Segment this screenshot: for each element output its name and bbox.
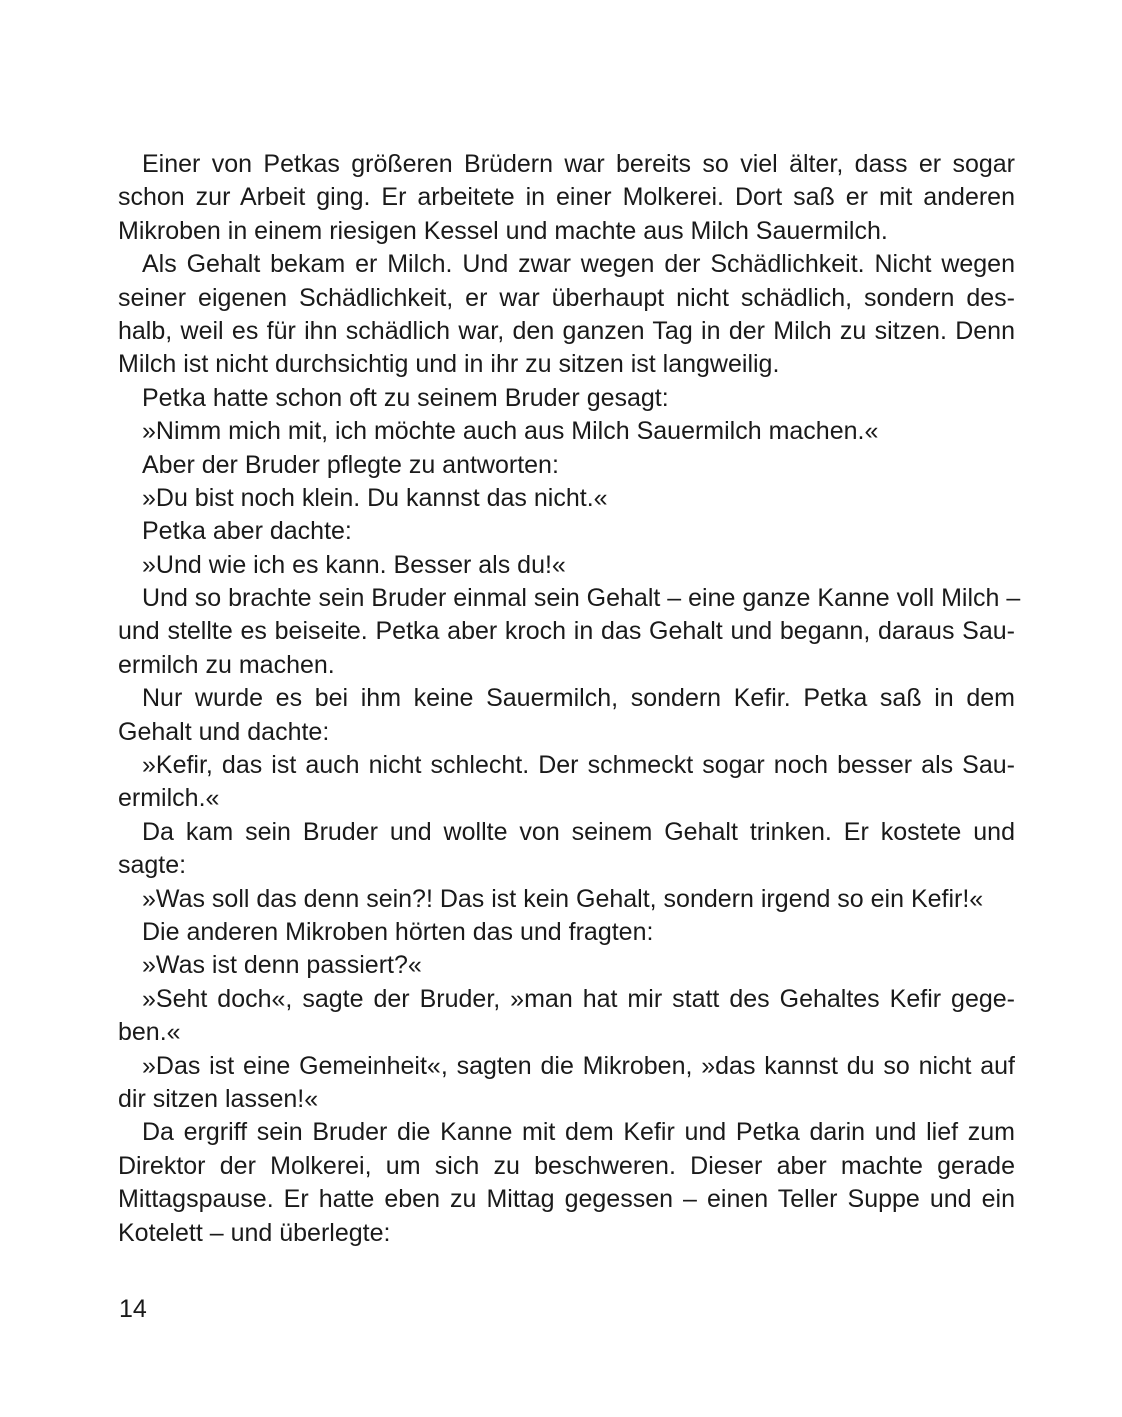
text-line: Milch ist nicht durchsichtig und in ihr zu sitzen ist langweilig. (118, 350, 780, 379)
text-line: Da kam sein Bruder und wollte von seinem Gehalt trinken. Er kostete und (142, 817, 1015, 846)
text-line: Kotelett – und überlegte: (118, 1218, 391, 1247)
text-line: »Seht doch«, sagte der Bruder, »man hat mir statt des Gehaltes Kefir gege- (142, 984, 1015, 1013)
text-line: Gehalt und dachte: (118, 717, 330, 746)
text-line: Einer von Petkas größeren Brüdern war bereits so viel älter, dass er sogar (142, 150, 1015, 178)
text-line: Direktor der Molkerei, um sich zu beschweren. Dieser aber machte gerade (118, 1151, 1015, 1180)
text-line: Mikroben in einem riesigen Kessel und machte aus Milch Sauermilch. (118, 216, 888, 245)
text-line: »Was ist denn passiert?« (142, 951, 422, 980)
text-line: Aber der Bruder pflegte zu antworten: (142, 450, 559, 479)
text-line: ben.« (118, 1018, 181, 1047)
text-line: seiner eigenen Schädlichkeit, er war überhaupt nicht schädlich, sondern des- (118, 283, 1015, 312)
text-line: schon zur Arbeit ging. Er arbeitete in einer Molkerei. Dort saß er mit anderen (118, 183, 1015, 212)
text-line: Und so brachte sein Bruder einmal sein Gehalt – eine ganze Kanne voll Milch – (142, 584, 1021, 613)
text-line: Petka aber dachte: (142, 517, 352, 546)
text-line: »Nimm mich mit, ich möchte auch aus Milch Sauermilch machen.« (142, 417, 879, 446)
text-line: und stellte es beiseite. Petka aber kroch in das Gehalt und begann, daraus Sau- (118, 617, 1015, 646)
text-line: Nur wurde es bei ihm keine Sauermilch, sondern Kefir. Petka saß in dem (142, 684, 1015, 713)
page-number: 14 (119, 1295, 147, 1323)
text-line: »Du bist noch klein. Du kannst das nicht.« (142, 483, 608, 512)
text-line: ermilch zu machen. (118, 650, 335, 679)
text-line: Da ergriff sein Bruder die Kanne mit dem Kefir und Petka darin und lief zum (142, 1118, 1015, 1147)
text-line: Die anderen Mikroben hörten das und fragten: (142, 917, 654, 946)
text-line: ermilch.« (118, 784, 220, 813)
body-text (118, 148, 1021, 1250)
text-line: dir sitzen lassen!« (118, 1084, 319, 1113)
text-line: Petka hatte schon oft zu seinem Bruder gesagt: (142, 383, 669, 412)
text-line: Mittagspause. Er hatte eben zu Mittag gegessen – einen Teller Suppe und ein (118, 1185, 1015, 1214)
text-line: »Das ist eine Gemeinheit«, sagten die Mikroben, »das kannst du so nicht auf (142, 1051, 1015, 1080)
text-line: halb, weil es für ihn schädlich war, den ganzen Tag in der Milch zu sitzen. Denn (118, 316, 1015, 345)
text-line: »Und wie ich es kann. Besser als du!« (142, 550, 566, 579)
text-line: »Was soll das denn sein?! Das ist kein Gehalt, sondern irgend so ein Kefir!« (142, 884, 984, 913)
text-line: »Kefir, das ist auch nicht schlecht. Der schmeckt sogar noch besser als Sau- (142, 751, 1015, 780)
text-line: Als Gehalt bekam er Milch. Und zwar wegen der Schädlichkeit. Nicht wegen (142, 250, 1015, 279)
text-line: sagte: (118, 851, 187, 880)
